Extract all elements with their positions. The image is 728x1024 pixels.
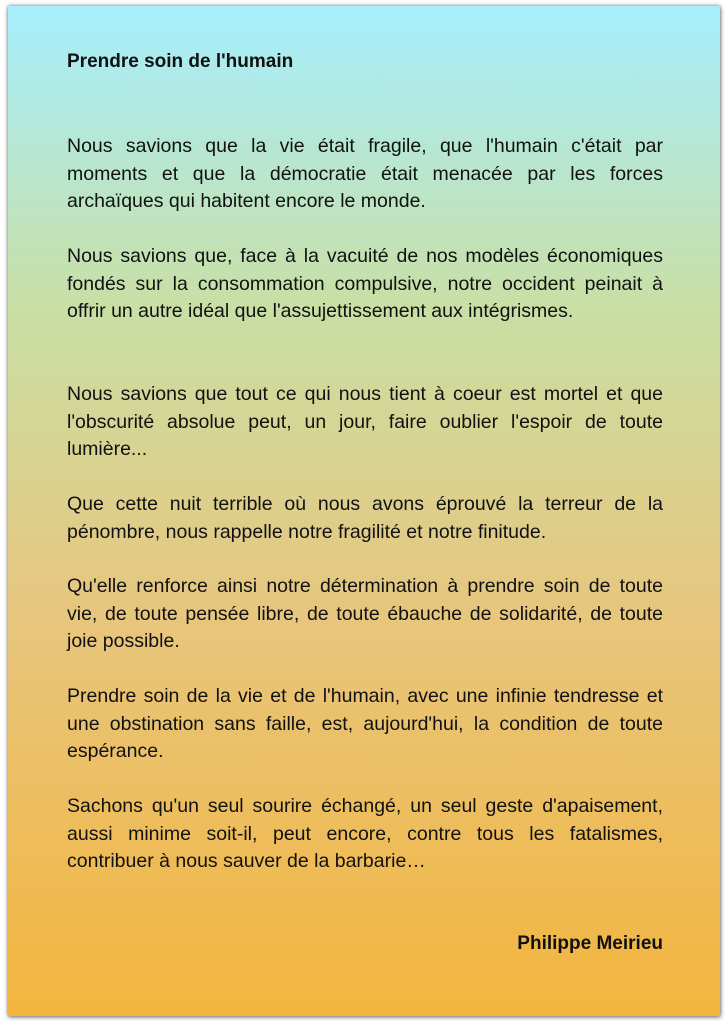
paragraph-4: Que cette nuit terrible où nous avons éprouvé la terreur de la pénombre, nous rappelle notre fragilité et notre finitude.: [67, 493, 663, 543]
paragraph-3: Nous savions que tout ce qui nous tient à coeur est mortel et que l'obscurité absolue peut, un jour, faire oublier l'espoir de toute lumière...: [67, 383, 663, 460]
author-signature: Philippe Meirieu: [517, 933, 663, 954]
document-title: Prendre soin de l'humain: [67, 51, 294, 72]
paragraph-1: Nous savions que la vie était fragile, que l'humain c'était par moments et que la démocratie était menacée par les forces archaïques qui habitent encore le monde.: [67, 135, 663, 212]
paragraph-5: Qu'elle renforce ainsi notre détermination à prendre soin de toute vie, de toute pensée libre, de toute ébauche de solidarité, de toute joie possible.: [67, 575, 663, 652]
paragraph-7: Sachons qu'un seul sourire échangé, un seul geste d'apaisement, aussi minime soit-il, peut encore, contre tous les fatalismes, contribuer à nous sauver de la barbarie…: [67, 795, 663, 872]
paragraph-6: Prendre soin de la vie et de l'humain, avec une infinie tendresse et une obstination sans faille, est, aujourd'hui, la condition de toute espérance.: [67, 685, 663, 762]
paragraph-2: Nous savions que, face à la vacuité de nos modèles économiques fondés sur la consommation compulsive, notre occident peinait à offrir un autre idéal que l'assujettissement aux intégrismes.: [67, 245, 663, 322]
poster-card: [8, 6, 720, 1016]
